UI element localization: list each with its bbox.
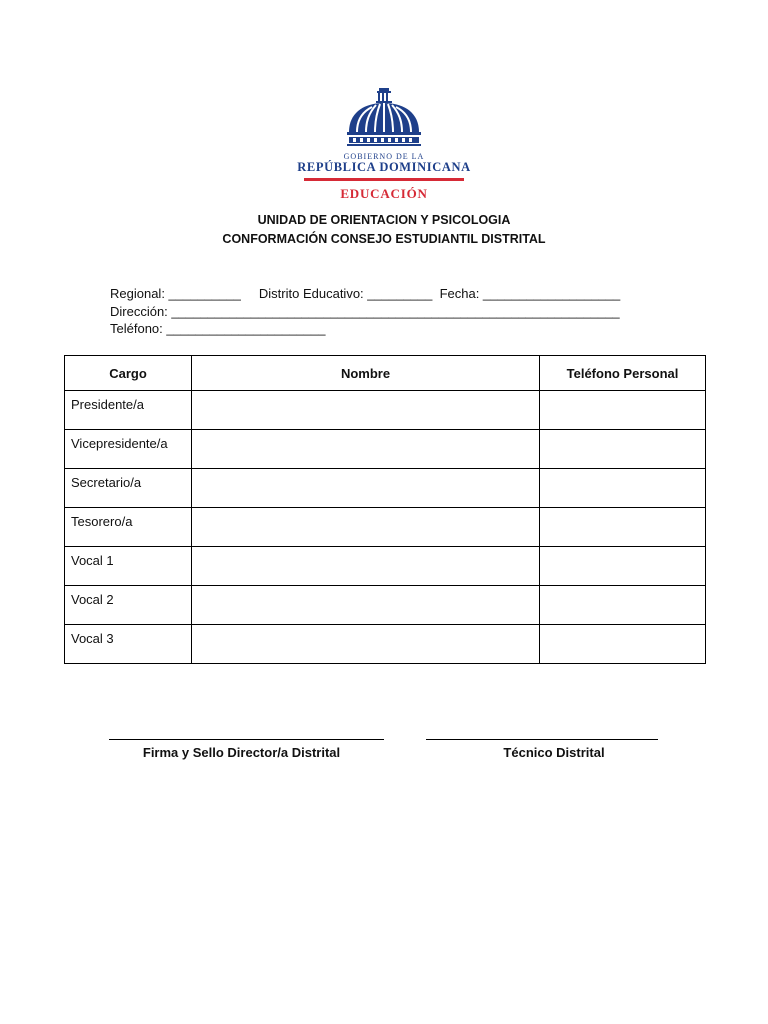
table-row (65, 586, 706, 625)
header-cargo: Cargo (65, 356, 192, 391)
nombre-cell (192, 469, 540, 508)
nombre-cell (192, 547, 540, 586)
ministry-logo (295, 86, 473, 204)
document-subtitle: CONFORMACIÓN CONSEJO ESTUDIANTIL DISTRITAL (222, 232, 546, 246)
technician-signature-label: Técnico Distrital (503, 745, 605, 760)
telefono-cell (540, 586, 706, 625)
telefono-cell (540, 508, 706, 547)
director-signature-line (109, 739, 384, 740)
table-row (65, 547, 706, 586)
nombre-cell (192, 586, 540, 625)
nombre-cell (192, 625, 540, 664)
cargo-cell: Vocal 1 (65, 547, 192, 586)
regional-district-date-fields: Regional: __________ Distrito Educativo: _________ Fecha: ___________________ (110, 286, 621, 301)
telefono-cell (540, 547, 706, 586)
table-row (65, 508, 706, 547)
logo-gobierno-text: GOBIERNO DE LA (343, 152, 425, 161)
address-field: Dirección: ______________________________________________________________ (110, 304, 620, 319)
cargo-cell: Vicepresidente/a (65, 430, 192, 469)
telefono-cell (540, 625, 706, 664)
technician-signature-line (426, 739, 658, 740)
council-members-table (64, 355, 706, 664)
table-row (65, 391, 706, 430)
telefono-cell (540, 469, 706, 508)
cargo-cell: Vocal 3 (65, 625, 192, 664)
table-header-row (65, 356, 706, 391)
logo-republica-text: REPÚBLICA DOMINICANA (297, 160, 471, 174)
director-signature-label: Firma y Sello Director/a Distrital (142, 745, 341, 760)
phone-field: Teléfono: ______________________ (110, 321, 326, 336)
table-row (65, 430, 706, 469)
document-title: UNIDAD DE ORIENTACION Y PSICOLOGIA (257, 213, 511, 227)
cargo-cell: Vocal 2 (65, 586, 192, 625)
logo-educacion-text: EDUCACIÓN (340, 186, 428, 201)
nombre-cell (192, 430, 540, 469)
telefono-cell (540, 391, 706, 430)
header-telefono: Teléfono Personal (540, 356, 706, 391)
header-nombre: Nombre (192, 356, 540, 391)
cargo-cell: Secretario/a (65, 469, 192, 508)
logo-red-rule (304, 178, 464, 181)
nombre-cell (192, 391, 540, 430)
nombre-cell (192, 508, 540, 547)
table-row (65, 469, 706, 508)
table-row (65, 625, 706, 664)
cargo-cell: Presidente/a (65, 391, 192, 430)
cargo-cell: Tesorero/a (65, 508, 192, 547)
dome-emblem-icon (345, 86, 423, 150)
telefono-cell (540, 430, 706, 469)
